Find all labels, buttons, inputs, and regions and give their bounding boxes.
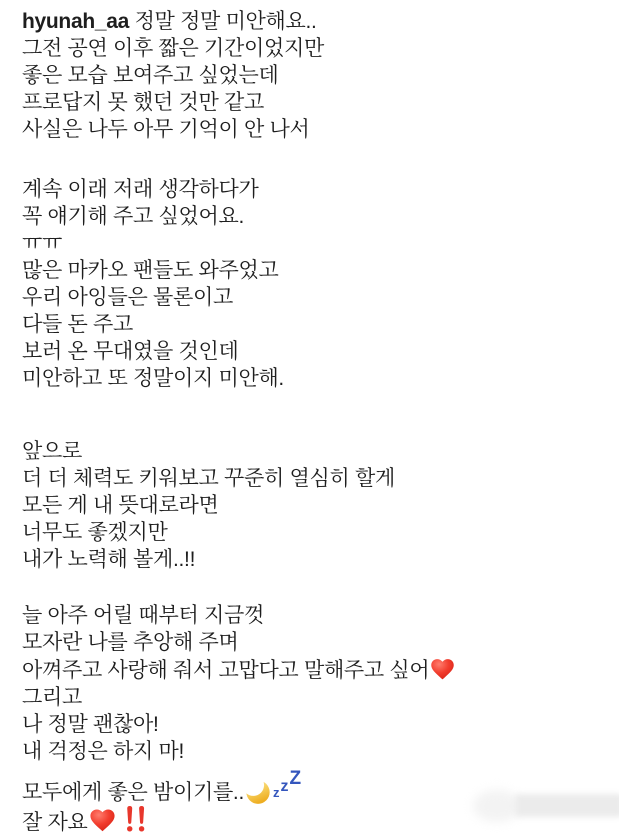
caption-line: 계속 이래 저래 생각하다가 xyxy=(22,178,259,201)
caption-paragraph-3 xyxy=(22,438,609,573)
caption-line: 더 더 체력도 키워보고 꾸준히 열심히 할게 xyxy=(22,467,395,490)
caption-line: 모든 게 내 뜻대로라면 xyxy=(22,494,219,517)
caption-line-text: 모두에게 좋은 밤이기를.. xyxy=(22,781,244,804)
red-heart-emoji xyxy=(88,806,117,833)
caption-line: 너무도 좋겠지만 xyxy=(22,521,168,544)
caption-line: 우리 아잉들은 물론이고 xyxy=(22,286,233,309)
caption-line: 다들 돈 주고 xyxy=(22,313,133,336)
watermark-blur xyxy=(473,790,521,822)
username-link[interactable]: hyunah_aa xyxy=(22,10,130,33)
caption-line xyxy=(22,656,609,684)
caption-line: ㅠㅠ xyxy=(22,232,62,255)
caption-line-text: 아껴주고 사랑해 줘서 고맙다고 말해주고 싶어 xyxy=(22,659,430,682)
caption-line: 꼭 얘기해 주고 싶었어요. xyxy=(22,205,244,228)
caption-paragraph-1 xyxy=(22,8,609,143)
caption-paragraph-2 xyxy=(22,176,609,392)
caption-line: 좋은 모습 보여주고 싶었는데 xyxy=(22,64,279,87)
caption-intro-text: 정말 정말 미안해요.. xyxy=(134,10,317,33)
caption-line: 많은 마카오 팬들도 와주었고 xyxy=(22,259,279,282)
post-caption xyxy=(22,8,609,836)
watermark-blur xyxy=(515,794,619,817)
caption-line: 미안하고 또 정말이지 미안해. xyxy=(22,367,284,390)
caption-line-text: 잘 자요 xyxy=(22,811,88,834)
caption-line: 그리고 xyxy=(22,686,82,709)
crescent-moon-emoji xyxy=(244,777,272,805)
caption-line: 사실은 나두 아무 기억이 안 나서 xyxy=(22,118,310,141)
caption-line: 그전 공연 이후 짧은 기간이었지만 xyxy=(22,37,324,60)
caption-line: 프로답지 못 했던 것만 같고 xyxy=(22,91,264,114)
double-exclamation-emoji xyxy=(124,806,149,832)
caption-line: 앞으로 xyxy=(22,440,82,463)
caption-line: 보러 온 무대였을 것인데 xyxy=(22,340,239,363)
caption-line xyxy=(22,8,609,35)
sleeping-zzz-emoji: $z^zZ$ xyxy=(273,768,302,800)
caption-line: 내가 노력해 볼게..!! xyxy=(22,548,196,571)
red-heart-emoji xyxy=(429,656,456,681)
caption-line: 내 걱정은 하지 마! xyxy=(22,740,185,763)
caption-line: 늘 아주 어릴 때부터 지금껏 xyxy=(22,604,264,627)
caption-line: 모자란 나를 추앙해 주며 xyxy=(22,631,239,654)
caption-line: 나 정말 괜찮아! xyxy=(22,713,159,736)
